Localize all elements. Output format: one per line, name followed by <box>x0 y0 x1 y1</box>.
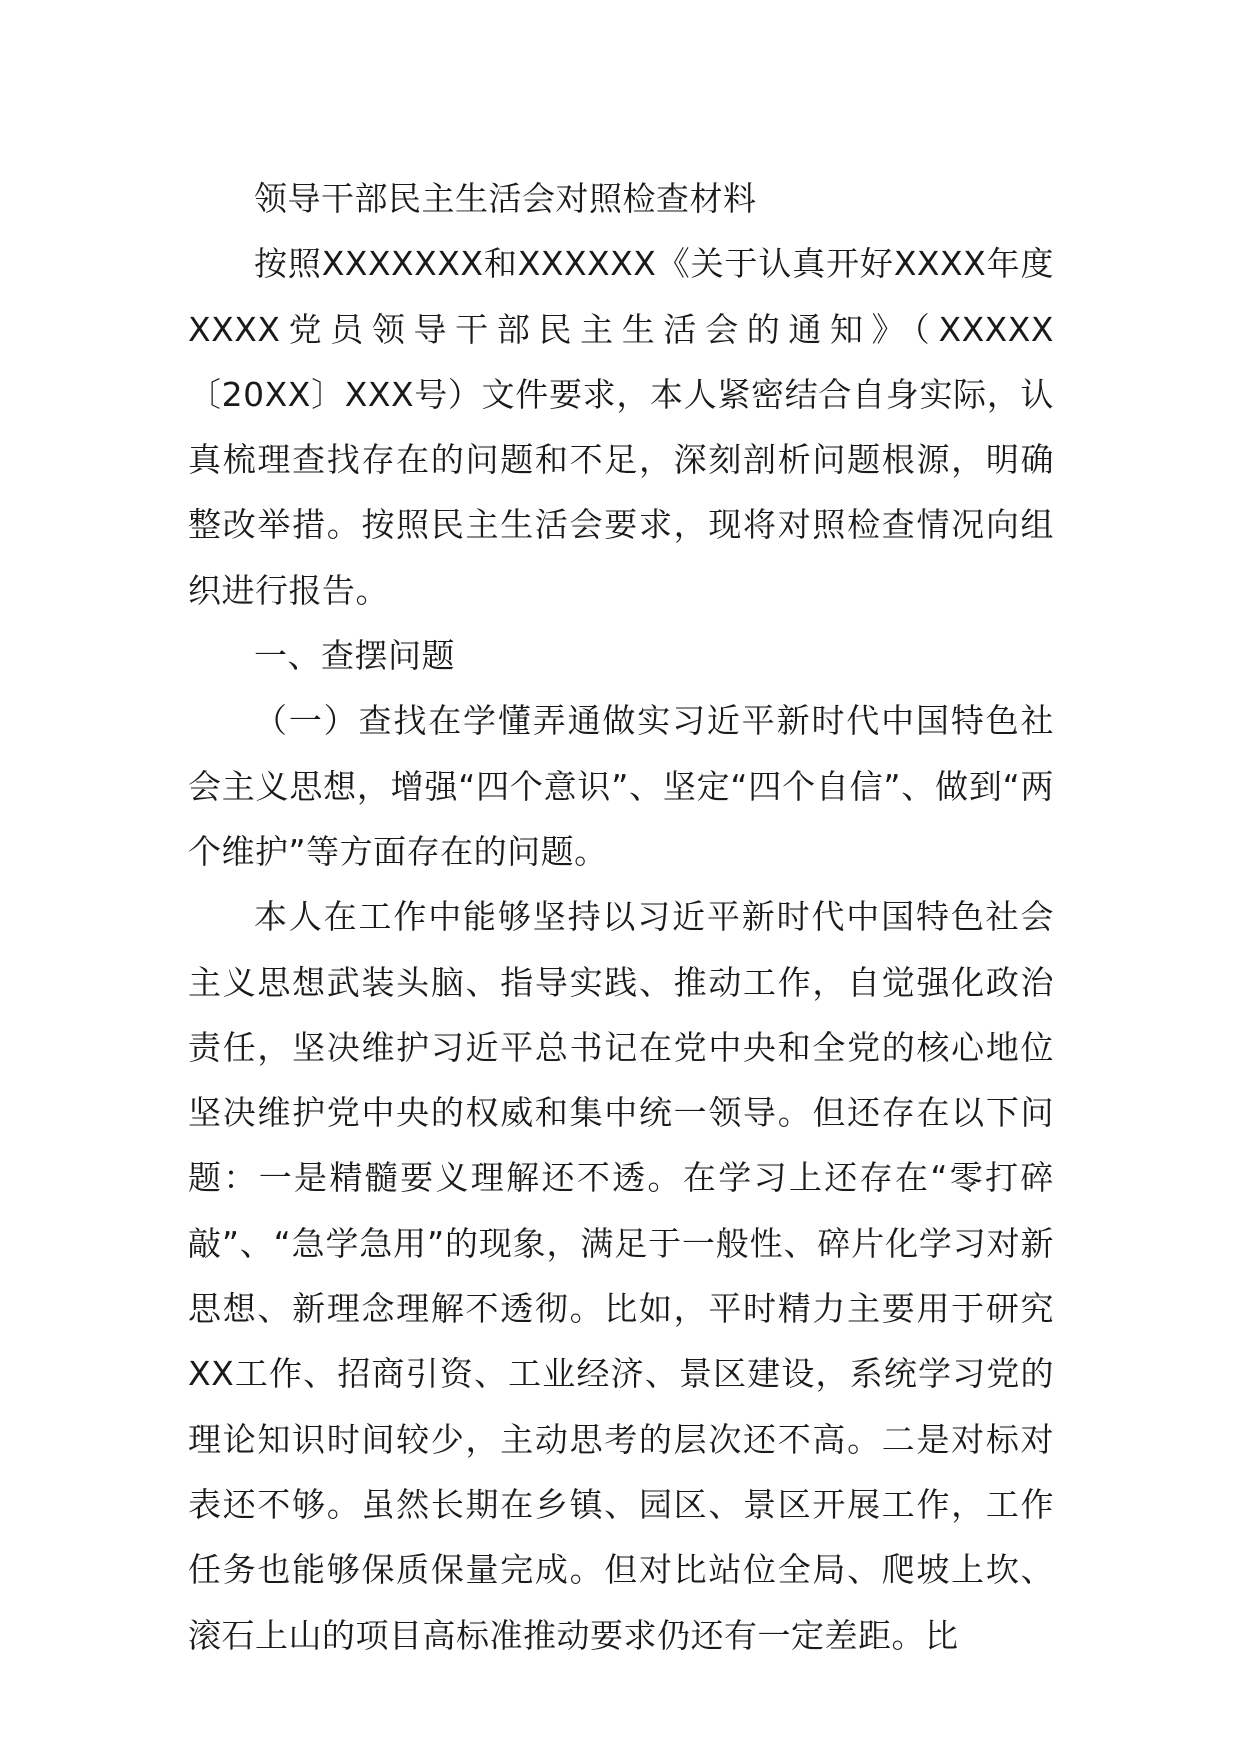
paragraph-body-1: 本人在工作中能够坚持以习近平新时代中国特色社会主义思想武装头脑、指导实践、推动工作，自觉强化政治责任，坚决维护习近平总书记在党中央和全党的核心地位坚决维护党中央的权威和集中统一领导。但还存在以下问题：一是精髓要义理解还不透。在学习上还存在“零打碎敲”、“急学急用”的现象，满足于一般性、碎片化学习对新思想、新理念理解不透彻。比如，平时精力主要用于研究XX工作、招商引资、工业经济、景区建设，系统学习党的理论知识时间较少，主动思考的层次还不高。二是对标对表还不够。虽然长期在乡镇、园区、景区开展工作，工作任务也能够保质保量完成。但对比站位全局、爬坡上坎、滚石上山的项目高标准推动要求仍还有一定差距。比 <box>188 897 1054 1655</box>
document-title: 领导干部民主生活会对照检查材料 <box>254 179 757 218</box>
document-body <box>188 166 1054 1668</box>
paragraph-intro: 按照XXXXXXX和XXXXXX《关于认真开好XXXX年度XXXX党员领导干部民主生活会的通知》（XXXXX〔20XX〕XXX号）文件要求，本人紧密结合自身实际，认真梳理查找存在的问题和不足，深刻剖析问题根源，明确整改举措。按照民主生活会要求，现将对照检查情况向组织进行报告。 <box>188 244 1054 610</box>
subsection-heading-1: （一）查找在学懂弄通做实习近平新时代中国特色社会主义思想，增强“四个意识”、坚定“四个自信”、做到“两个维护”等方面存在的问题。 <box>188 701 1054 871</box>
section-heading-1: 一、查摆问题 <box>254 636 455 676</box>
